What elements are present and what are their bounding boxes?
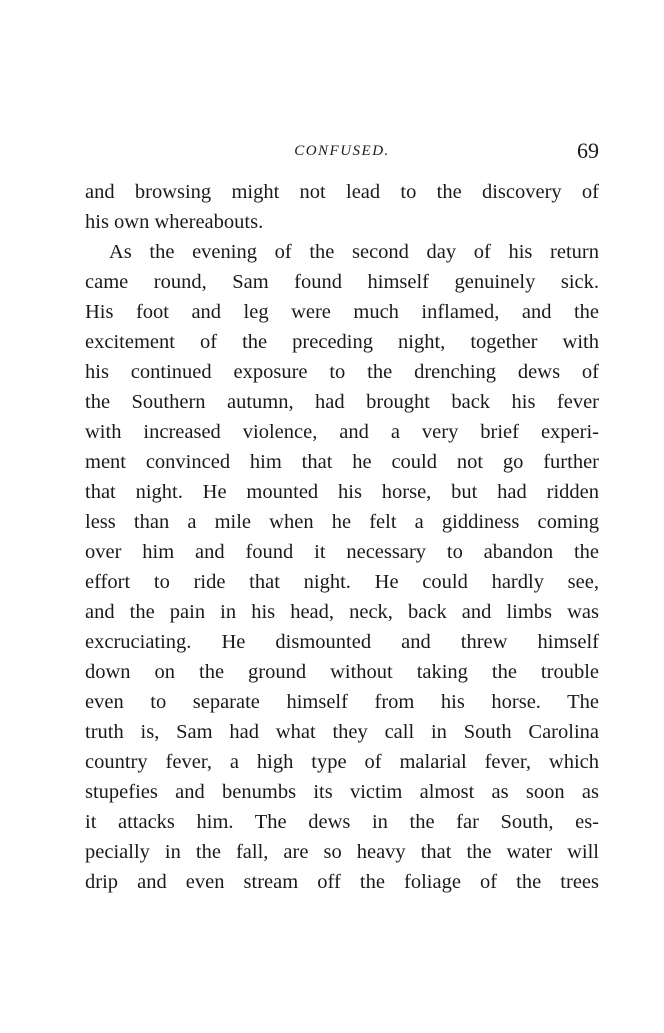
text-line: down on the ground without taking the trouble [85, 661, 599, 683]
text-line: ment convinced him that he could not go further [85, 451, 599, 473]
text-line: the Southern autumn, had brought back his fever [85, 391, 599, 413]
text-line: came round, Sam found himself genuinely sick. [85, 271, 599, 293]
text-line: his continued exposure to the drenching dews of [85, 361, 599, 383]
text-line: his own whereabouts. [85, 211, 264, 233]
text-line: stupefies and benumbs its victim almost as soon as [85, 781, 599, 803]
text-line: less than a mile when he felt a giddiness coming [85, 511, 599, 533]
text-line: and the pain in his head, neck, back and limbs was [85, 601, 599, 623]
page-header [85, 140, 599, 164]
text-line: As the evening of the second day of his return [109, 241, 599, 263]
running-head: CONFUSED. [294, 143, 390, 159]
text-line: effort to ride that night. He could hardly see, [85, 571, 599, 593]
text-line: drip and even stream off the foliage of the trees [85, 871, 599, 893]
text-line: and browsing might not lead to the discovery of [85, 181, 599, 203]
text-line: truth is, Sam had what they call in South Carolina [85, 721, 599, 743]
text-line: that night. He mounted his horse, but had ridden [85, 481, 599, 503]
text-line: over him and found it necessary to abandon the [85, 541, 599, 563]
body-text [85, 177, 599, 897]
text-line: even to separate himself from his horse. The [85, 691, 599, 713]
text-line: it attacks him. The dews in the far South, es- [85, 811, 599, 833]
text-line: excruciating. He dismounted and threw himself [85, 631, 599, 653]
page-number: 69 [577, 138, 599, 163]
text-line: country fever, a high type of malarial fever, which [85, 751, 599, 773]
text-line: His foot and leg were much inflamed, and the [85, 301, 599, 323]
text-line: excitement of the preceding night, together with [85, 331, 599, 353]
text-line: with increased violence, and a very brief experi- [85, 421, 599, 443]
text-line: pecially in the fall, are so heavy that the water will [85, 841, 599, 863]
